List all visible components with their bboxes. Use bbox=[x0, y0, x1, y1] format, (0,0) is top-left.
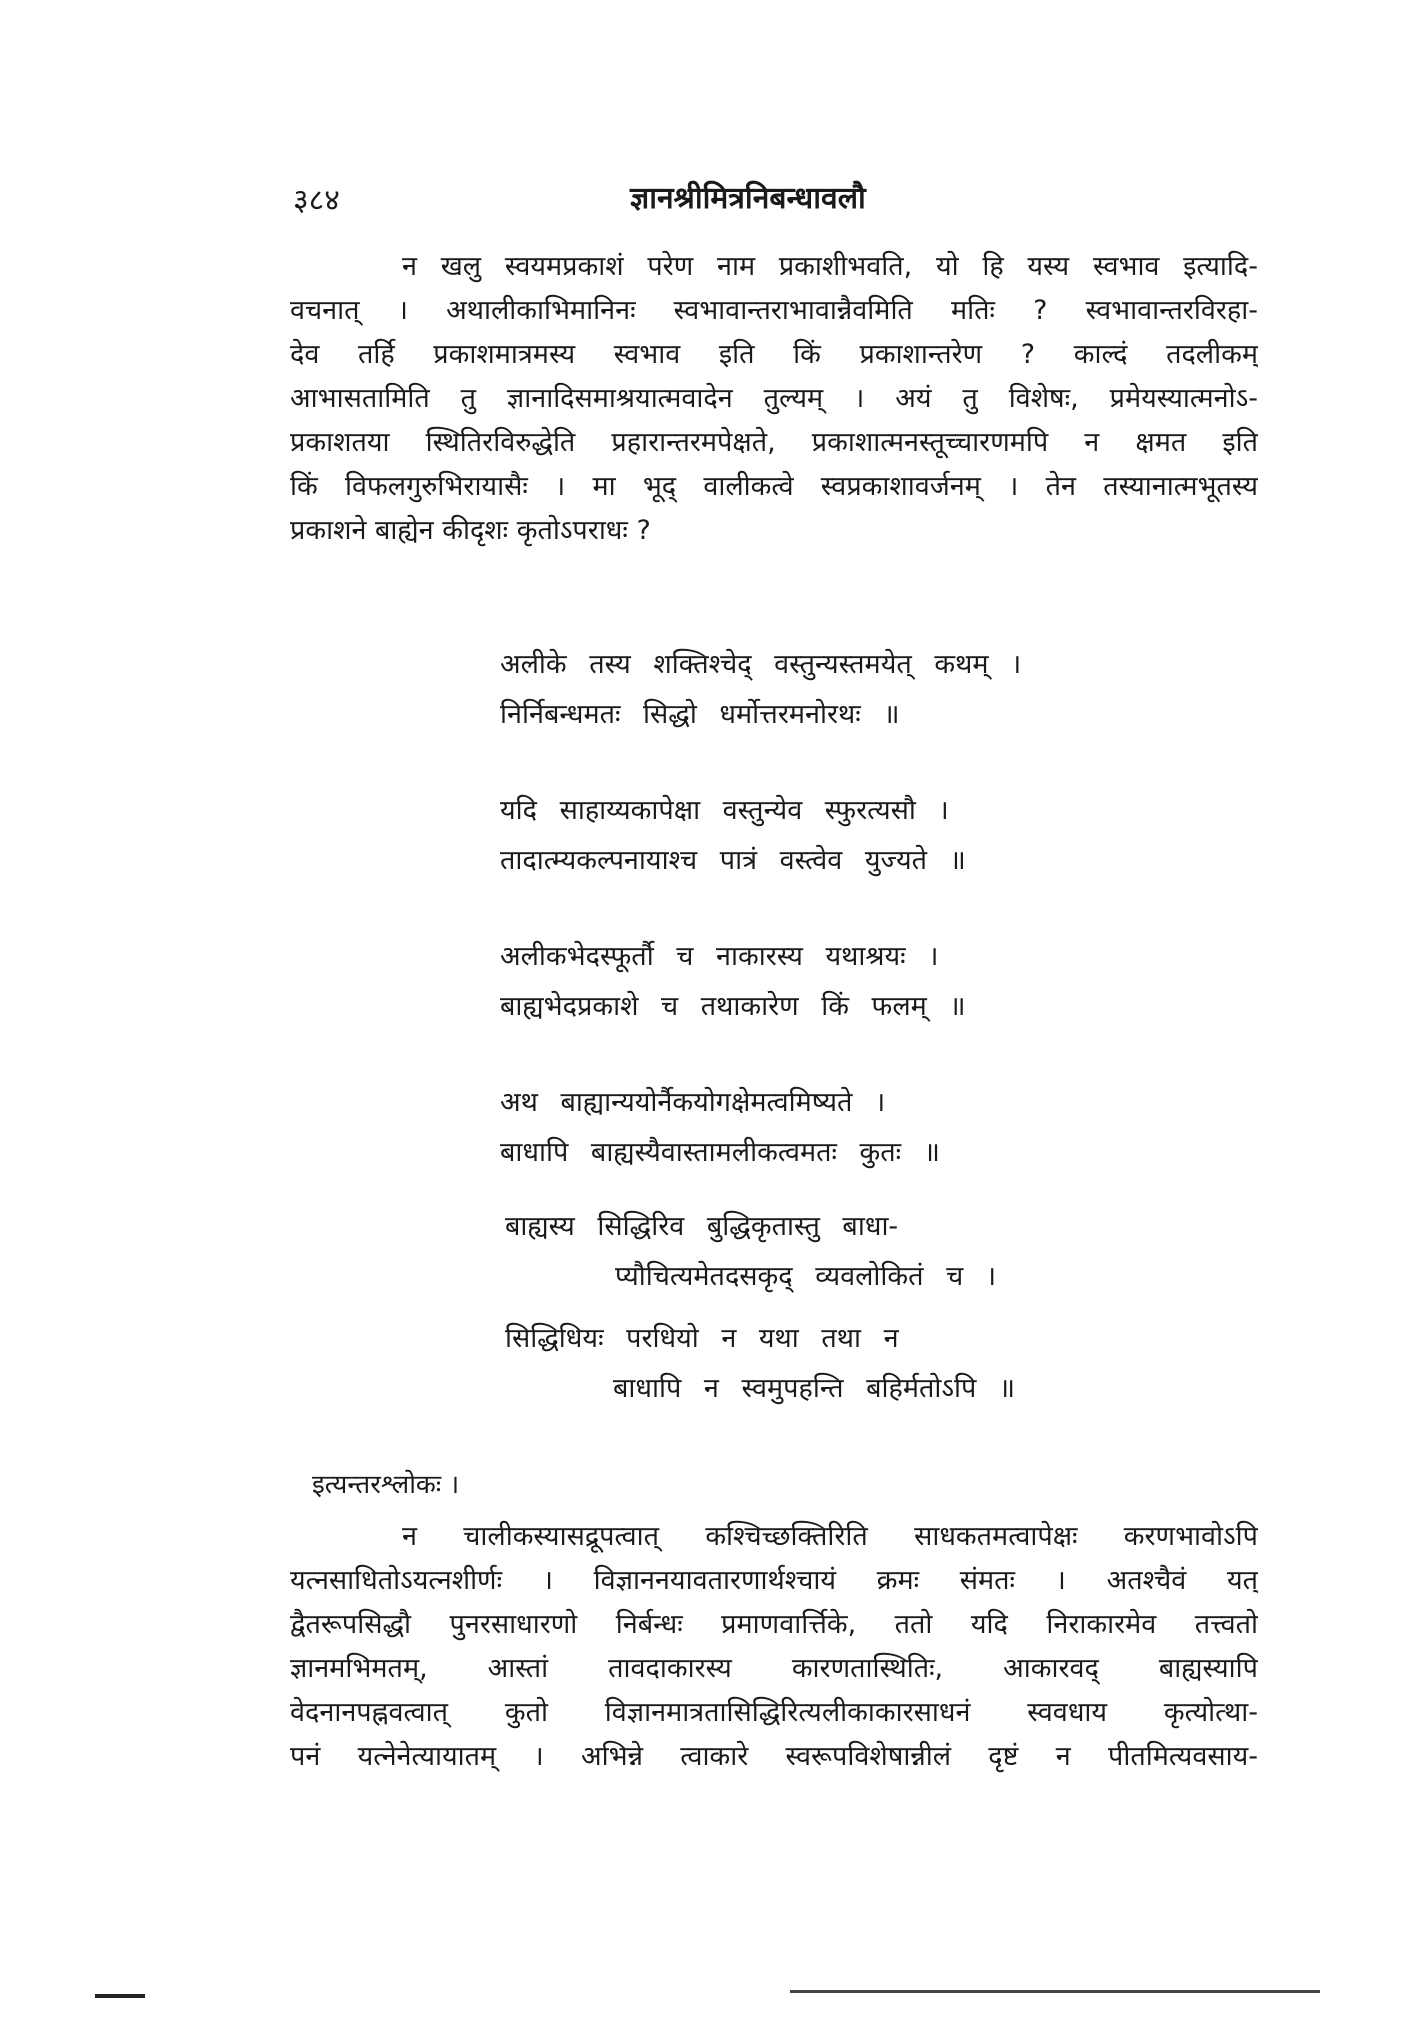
final-verse bbox=[505, 1202, 1065, 1414]
verse-line: सिद्धिधियः परधियो न यथा तथा न bbox=[505, 1323, 899, 1354]
verse-line: बाह्यस्य सिद्धिरिव बुद्धिकृतास्तु बाधा- bbox=[505, 1211, 899, 1242]
text-line: न खलु स्वयमप्रकाशं परेण नाम प्रकाशीभवति, यो हि यस्य स्वभाव इत्यादि- bbox=[402, 251, 1258, 282]
text-line: पनं यत्नेनेत्यायातम् । अभिन्ने त्वाकारे स्वरूपविशेषान्नीलं दृष्टं न पीतमित्यवसाय- bbox=[290, 1741, 1258, 1772]
text-line: आभासतामिति तु ज्ञानादिसमाश्रयात्मवादेन तुल्यम् । अयं तु विशेषः, प्रमेयस्यात्मनोऽ- bbox=[290, 383, 1258, 414]
text-line: न चालीकस्यासद्रूपत्वात् कश्चिच्छक्तिरिति साधकतमत्वापेक्षः करणभावोऽपि bbox=[402, 1521, 1258, 1552]
text-line: देव तर्हि प्रकाशमात्रमस्य स्वभाव इति किं प्रकाशान्तरेण ? काल्दं तदलीकम् bbox=[290, 339, 1258, 370]
paragraph-2 bbox=[290, 1515, 1258, 1779]
text-line: प्रकाशतया स्थितिरविरुद्धेति प्रहारान्तरमपेक्षते, प्रकाशात्मनस्तूच्चारणमपि न क्षमत इति bbox=[290, 427, 1258, 458]
running-title: ज्ञानश्रीमित्रनिबन्धावलौ bbox=[630, 181, 866, 216]
verse-line: तादात्म्यकल्पनायाश्च पात्रं वस्त्वेव युज्यते ॥ bbox=[500, 845, 966, 876]
verse-line: अलीकभेदस्फूर्तौ च नाकारस्य यथाश्रयः । bbox=[500, 941, 939, 972]
verse-line: प्यौचित्यमेतदसकृद् व्यवलोकितं च । bbox=[615, 1261, 997, 1292]
verse-line: अलीके तस्य शक्तिश्चेद् वस्तुन्यस्तमयेत् कथम् । bbox=[500, 649, 1022, 680]
text-line: ज्ञानमभिमतम्, आस्तां तावदाकारस्य कारणतास्थितिः, आकारवद् बाह्यस्यापि bbox=[290, 1653, 1258, 1684]
scan-artifact bbox=[790, 1990, 1320, 1993]
page-number: ३८४ bbox=[293, 183, 340, 218]
paragraph-1 bbox=[290, 245, 1258, 553]
text-line: वचनात् । अथालीकाभिमानिनः स्वभावान्तराभावान्नैवमिति मतिः ? स्वभावान्तरविरहा- bbox=[290, 295, 1258, 326]
text-line: किं विफलगुरुभिरायासैः । मा भूद् वालीकत्वे स्वप्रकाशावर्जनम् । तेन तस्यानात्मभूतस्य bbox=[290, 471, 1258, 502]
text-line: वेदनानपह्नवत्वात् कुतो विज्ञानमात्रतासिद्धिरित्यलीकाकारसाधनं स्ववधाय कृत्योत्था- bbox=[290, 1697, 1258, 1728]
verse-line: बाधापि न स्वमुपहन्ति बहिर्मतोऽपि ॥ bbox=[613, 1373, 1016, 1404]
text-line: द्वैतरूपसिद्धौ पुनरसाधारणो निर्बन्धः प्रमाणवार्त्तिके, ततो यदि निराकारमेव तत्त्वतो bbox=[290, 1609, 1258, 1640]
verse-line: बाधापि बाह्यस्यैवास्तामलीकत्वमतः कुतः ॥ bbox=[500, 1137, 940, 1168]
verse-line: अथ बाह्यान्ययोर्नैकयोगक्षेमत्वमिष्यते । bbox=[500, 1087, 886, 1118]
verse-line: निर्निबन्धमतः सिद्धो धर्मोत्तरमनोरथः ॥ bbox=[500, 699, 900, 730]
verse-block bbox=[500, 640, 1040, 1178]
verse-line: यदि साहाय्यकापेक्षा वस्तुन्येव स्फुरत्यसौ । bbox=[500, 795, 949, 826]
antara-label: इत्यन्तरश्लोकः । bbox=[312, 1470, 460, 1500]
text-line: प्रकाशने बाह्येन कीदृशः कृतोऽपराधः ? bbox=[290, 515, 651, 546]
text-line: यत्नसाधितोऽयत्नशीर्णः । विज्ञाननयावतारणार्थश्चायं क्रमः संमतः । अतश्चैवं यत् bbox=[290, 1565, 1258, 1596]
scan-artifact bbox=[95, 1994, 145, 1998]
verse-line: बाह्यभेदप्रकाशे च तथाकारेण किं फलम् ॥ bbox=[500, 991, 966, 1022]
